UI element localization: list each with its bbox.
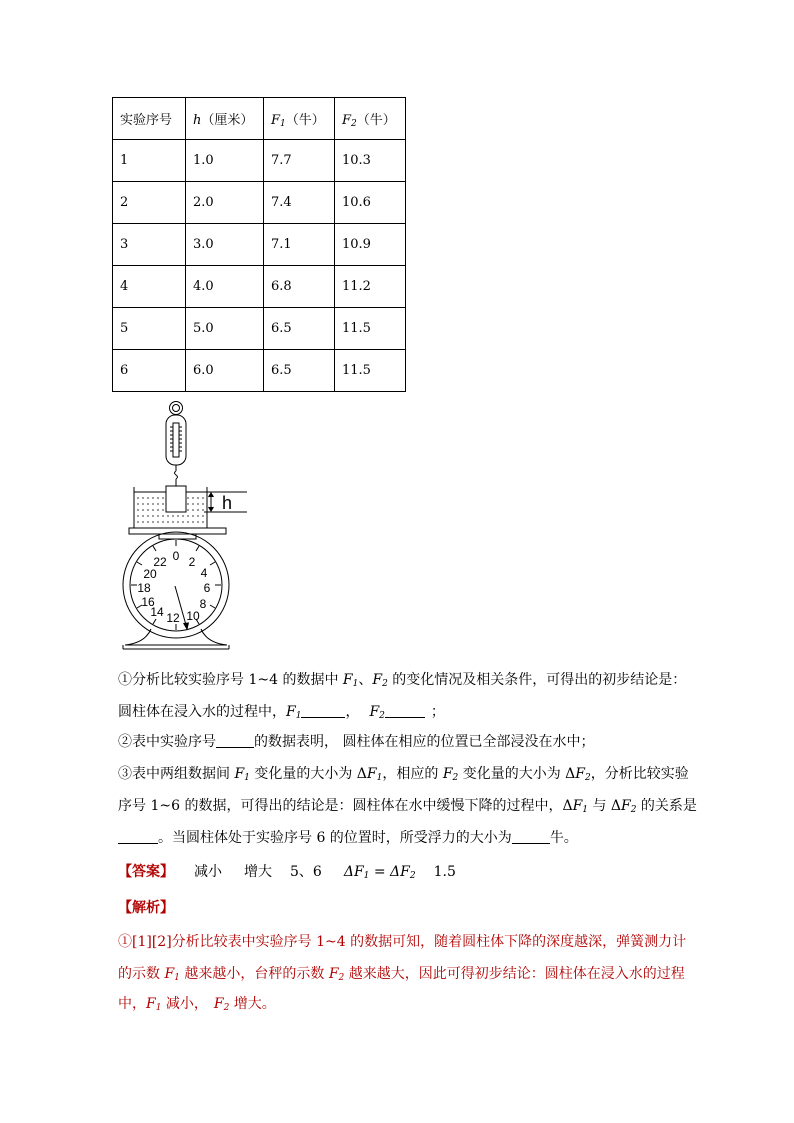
answer-line [118, 862, 456, 886]
text: 中， [118, 996, 146, 1012]
text: ③表中两组数据间 [118, 766, 235, 782]
dial-number: 4 [200, 566, 208, 580]
symbol: F [366, 766, 377, 782]
dial-number: 20 [143, 567, 157, 581]
subscript: 2 [382, 679, 388, 689]
analysis-label: 【解析】 [118, 900, 174, 916]
table-cell: 3.0 [186, 224, 264, 266]
text: 越来越大，因此可得初步结论：圆柱体在浸入水的过程 [344, 966, 685, 982]
symbol: F [234, 766, 245, 782]
question-3-line-1 [118, 764, 689, 788]
text: 的变化情况及相关条件，可得出的初步结论是： [387, 672, 687, 688]
symbol: F [372, 672, 383, 688]
analysis-line-3 [118, 994, 276, 1018]
analysis-line-1 [118, 932, 686, 952]
dial-number: 6 [203, 581, 211, 595]
dial-number: 18 [137, 581, 151, 595]
table-cell: 10.6 [335, 182, 406, 224]
text: 增大。 [229, 996, 276, 1012]
subscript: 1 [295, 711, 302, 721]
symbol: F [575, 766, 586, 782]
analysis-line-2 [118, 964, 685, 988]
text: ①分析比较实验序号 1~4 的数据中 [118, 672, 343, 688]
subscript: 1 [244, 773, 250, 783]
text: ②表中实验序号 [118, 734, 216, 750]
table-cell: 4 [113, 266, 186, 308]
table-cell: 2.0 [186, 182, 264, 224]
table-cell: 6.5 [264, 308, 335, 350]
table-cell: 1 [113, 140, 186, 182]
symbol: F [286, 704, 296, 720]
subscript: 1 [352, 679, 359, 689]
text: 减小， [161, 996, 208, 1012]
symbol: F [621, 798, 631, 814]
answer-blank[interactable] [118, 829, 158, 844]
table-cell: 10.3 [335, 140, 406, 182]
dial-number: 8 [199, 597, 207, 611]
table-cell: 4.0 [186, 266, 264, 308]
answer-value: 减小 [194, 864, 222, 880]
answer-blank[interactable] [216, 733, 254, 748]
dial-numbers [137, 549, 210, 625]
table-row [113, 224, 406, 266]
text: ，相应的 [382, 766, 443, 782]
symbol: F [342, 672, 353, 688]
text: ， [345, 704, 360, 720]
answer-blank[interactable] [512, 829, 550, 844]
table-cell: 6.0 [186, 350, 264, 392]
table-cell: 11.5 [335, 308, 406, 350]
text: 的关系是 [636, 798, 697, 814]
apparatus-figure [115, 397, 250, 655]
dial-number: 10 [186, 609, 200, 623]
table-cell: 2 [113, 182, 186, 224]
dial-number: 22 [153, 555, 167, 569]
answer-value: = ΔF [369, 864, 410, 880]
question-2 [118, 732, 594, 752]
dial-number: 2 [188, 555, 196, 569]
subscript: 1 [155, 1003, 162, 1013]
subscript: 1 [582, 805, 589, 815]
text: 变化量的大小为 Δ [458, 766, 576, 782]
symbol: F [146, 996, 156, 1012]
symbol: F [442, 766, 453, 782]
text: ①[1][2]分析比较表中实验序号 1~4 的数据可知，随着圆柱体下降的深度越深，弹簧测力计 [118, 934, 687, 950]
header-cell: $F_1$（牛） [264, 98, 335, 140]
answer-blank[interactable] [385, 703, 425, 718]
header-cell: h（厘米） [186, 98, 264, 140]
answer-label: 【答案】 [118, 864, 174, 880]
table-cell: 11.5 [335, 350, 406, 392]
dial-number: 0 [172, 549, 180, 563]
answer-value: 5、6 [290, 864, 322, 880]
table-cell: 6.8 [264, 266, 335, 308]
table-header-row [113, 98, 406, 140]
table-cell: 6 [113, 350, 186, 392]
table-cell: 6.5 [264, 350, 335, 392]
dial-number: 14 [150, 605, 164, 619]
text: 、 [358, 672, 373, 688]
subscript: 2 [452, 773, 459, 783]
text: 越来越小，台秤的示数 [179, 966, 329, 982]
text: 变化量的大小为 Δ [249, 766, 367, 782]
data-table [112, 97, 406, 392]
table-row [113, 140, 406, 182]
text: 牛。 [549, 830, 578, 846]
answer-blank[interactable] [301, 703, 345, 718]
text: 圆柱体在浸入水的过程中， [118, 704, 286, 720]
subscript: 1 [174, 973, 180, 983]
header-cell: 实验序号 [113, 98, 186, 140]
answer-value: 增大 [244, 864, 272, 880]
table-row [113, 308, 406, 350]
question-1-line-2 [118, 702, 445, 726]
subscript: 2 [409, 871, 416, 881]
table-cell: 1.0 [186, 140, 264, 182]
water-beaker [134, 486, 207, 528]
text: 的示数 [118, 966, 165, 982]
subscript: 2 [223, 1003, 230, 1013]
answer-value: 1.5 [433, 864, 456, 880]
symbol: F [369, 704, 380, 720]
table-cell: 3 [113, 224, 186, 266]
question-3-line-2 [118, 796, 697, 820]
dial-number: 16 [141, 595, 155, 609]
subscript: 1 [363, 871, 370, 881]
text: 的数据表明， 圆柱体在相应的位置已全部浸没在水中； [254, 734, 595, 750]
table-cell: 10.9 [335, 224, 406, 266]
text: ，分析比较实验 [590, 766, 689, 782]
symbol: F [164, 966, 175, 982]
dial-number: 12 [166, 611, 180, 625]
table-cell: 7.1 [264, 224, 335, 266]
subscript: 2 [630, 805, 637, 815]
table-row [113, 350, 406, 392]
subscript: 2 [585, 773, 591, 783]
table-cell: 7.7 [264, 140, 335, 182]
table-cell: 7.4 [264, 182, 335, 224]
spring-balance [166, 402, 186, 487]
table-cell: 5 [113, 308, 186, 350]
subscript: 2 [379, 711, 385, 721]
symbol: F [213, 996, 224, 1012]
subscript: 2 [338, 973, 345, 983]
subscript: 1 [376, 773, 383, 783]
symbol: F [572, 798, 583, 814]
text: 。当圆柱体处于实验序号 6 的位置时，所受浮力的大小为 [158, 830, 512, 846]
table-row [113, 266, 406, 308]
header-cell: $F_2$（牛） [335, 98, 406, 140]
text: 与 Δ [588, 798, 622, 814]
question-1-line-1 [118, 670, 686, 694]
h-label: h [222, 493, 233, 513]
text: 序号 1~6 的数据，可得出的结论是：圆柱体在水中缓慢下降的过程中，Δ [118, 798, 573, 814]
question-3-line-3 [118, 828, 578, 848]
symbol: F [328, 966, 339, 982]
answer-value: ΔF [343, 864, 364, 880]
analysis-label-line [118, 898, 174, 918]
text: ； [430, 704, 445, 720]
table-row [113, 182, 406, 224]
table-cell: 11.2 [335, 266, 406, 308]
table-cell: 5.0 [186, 308, 264, 350]
